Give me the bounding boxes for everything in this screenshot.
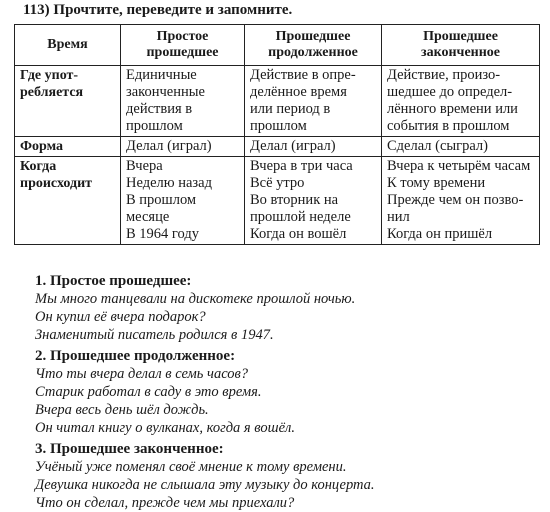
- example-sentence: Старик работал в саду в это время.: [35, 384, 262, 400]
- table-row-form: [15, 137, 540, 157]
- cell-line: Действие, произо-: [387, 67, 501, 83]
- cell-line: Делал (играл): [250, 138, 336, 154]
- cell-usage-3: [382, 66, 540, 137]
- table-row-time-markers: [15, 157, 540, 245]
- example-sentence: Мы много танцевали на дискотеке прошлой ночью.: [35, 291, 356, 307]
- cell-line: прошлом: [250, 118, 307, 134]
- cell-line: В 1964 году: [126, 226, 199, 242]
- cell-line: прошлом: [126, 118, 183, 134]
- section-past-simple: [35, 272, 355, 344]
- section-heading: 2. Прошедшее продолженное:: [35, 348, 236, 364]
- row-label-time-markers: Когда происходит: [15, 157, 121, 245]
- cell-line: нил: [387, 209, 410, 225]
- table-header-row: [15, 25, 540, 66]
- cell-line: Сделал (сыграл): [387, 138, 488, 154]
- section-past-continuous: [35, 347, 295, 437]
- cell-form-3: [382, 137, 540, 157]
- cell-line: Делал (играл): [126, 138, 212, 154]
- cell-line: Когда он пришёл: [387, 226, 493, 242]
- cell-line: законченные: [126, 84, 205, 100]
- cell-line: прошлой неделе: [250, 209, 351, 225]
- table-row-usage: [15, 66, 540, 137]
- cell-usage-2: [245, 66, 382, 137]
- example-sentence: Он купил её вчера подарок?: [35, 309, 206, 325]
- cell-line: Во вторник на: [250, 192, 339, 208]
- cell-time-markers-1: [121, 157, 245, 245]
- example-sentence: Вчера весь день шёл дождь.: [35, 402, 209, 418]
- tenses-table: [14, 24, 540, 245]
- cell-line: Неделю назад: [126, 175, 212, 191]
- example-sentence: Учёный уже поменял своё мнение к тому времени.: [35, 459, 347, 475]
- cell-line: Единичные: [126, 67, 197, 83]
- section-past-perfect: [35, 440, 375, 512]
- cell-line: шедшее до определ-: [387, 84, 513, 100]
- example-sentence: Знаменитый писатель родился в 1947.: [35, 327, 274, 343]
- cell-line: Вчера: [126, 158, 163, 174]
- cell-line: Действие в опре-: [250, 67, 356, 83]
- cell-line: делённое время: [250, 84, 347, 100]
- cell-form-1: [121, 137, 245, 157]
- example-sentence: Он читал книгу о вулканах, когда я вошёл.: [35, 420, 295, 436]
- example-sentence: Девушка никогда не слышала эту музыку до концерта.: [35, 477, 375, 493]
- header-tense: Время: [15, 25, 121, 66]
- exercise-title: 113) Прочтите, переведите и запомните.: [23, 2, 293, 18]
- cell-line: действия в: [126, 101, 193, 117]
- cell-line: Вчера к четырём часам: [387, 158, 531, 174]
- table-body: [15, 66, 540, 245]
- cell-line: Всё утро: [250, 175, 305, 191]
- cell-line: месяце: [126, 209, 170, 225]
- row-label-form: Форма: [15, 137, 121, 157]
- cell-line: Вчера в три часа: [250, 158, 353, 174]
- cell-time-markers-2: [245, 157, 382, 245]
- cell-line: Прежде чем он позво-: [387, 192, 524, 208]
- row-label-usage: Где упот- ребляется: [15, 66, 121, 137]
- cell-line: К тому времени: [387, 175, 486, 191]
- cell-usage-1: [121, 66, 245, 137]
- example-sentence: Что он сделал, прежде чем мы приехали?: [35, 495, 295, 511]
- cell-line: Когда он вошёл: [250, 226, 347, 242]
- cell-line: В прошлом: [126, 192, 197, 208]
- section-heading: 1. Простое прошедшее:: [35, 273, 192, 289]
- section-heading: 3. Прошедшее законченное:: [35, 441, 224, 457]
- header-past-simple: Простое прошедшее: [121, 25, 245, 66]
- cell-form-2: [245, 137, 382, 157]
- cell-line: или период в: [250, 101, 331, 117]
- example-sentence: Что ты вчера делал в семь часов?: [35, 366, 249, 382]
- header-past-perfect: Прошедшее законченное: [382, 25, 540, 66]
- header-past-continuous: Прошедшее продолженное: [245, 25, 382, 66]
- cell-line: события в прошлом: [387, 118, 510, 134]
- cell-line: лённого времени или: [387, 101, 518, 117]
- cell-time-markers-3: [382, 157, 540, 245]
